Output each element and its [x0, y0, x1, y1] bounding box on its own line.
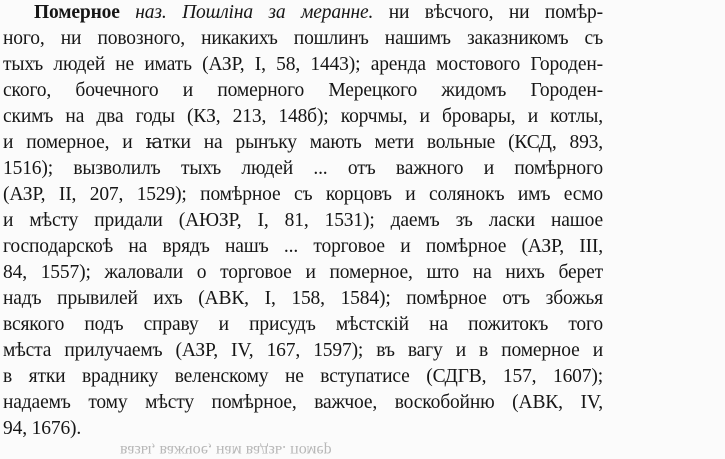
entry-line: в ятки враднику веленскому не вступатисе (СДГВ, 157, 1607); — [3, 366, 603, 387]
entry-line: скимъ на два годы (КЗ, 213, 148б); корчмы, и бровары, и котлы, — [3, 106, 603, 127]
headword: Померное — [34, 2, 120, 23]
entry-line: надъ прывилей ихъ (АВК, І, 158, 1584); помѣрное отъ збожья — [3, 288, 603, 309]
entry-line: тыхъ людей не имать (АЗР, І, 58, 1443); аренда мостового Городен- — [3, 54, 603, 75]
entry-line: (АЗР, ІІ, 207, 1529); помѣрное съ корцовъ и солянокъ имъ есмо — [3, 184, 603, 205]
entry-line-1 — [3, 0, 603, 26]
definition-gloss: Пошліна за меранне. — [182, 2, 374, 23]
entry-line-last: 94, 1676). — [3, 418, 82, 439]
entry-line: надаемъ тому мѣсту помѣрное, важчое, воскобойню (АВК, IV, — [3, 392, 603, 413]
entry-line: господарскоѣ на врядъ нашъ ... торговое и помѣрное (АЗР, ІІІ, — [3, 236, 603, 257]
entry-line: ского, бочечного и померного Мерецкого жидомъ Городен- — [3, 80, 603, 101]
entry-line: и мѣсту придали (АЮЗР, І, 81, 1531); даемъ зъ ласки нашое — [3, 210, 603, 231]
entry-line: и померное, и ꙗтки на рынъку мають мети вольные (КСД, 893, — [3, 132, 603, 153]
part-of-speech-abbreviation: наз. — [135, 2, 167, 23]
entry-line: 1516); вызволилъ тыхъ людей ... отъ важного и помѣрного — [3, 158, 603, 179]
bleed-through-text: вазы, важчое, нам вадзь. помер — [120, 442, 332, 459]
dictionary-entry — [3, 0, 603, 442]
entry-line: ного, ни повозного, никакихъ пошлинъ нашимъ заказникомъ съ — [3, 28, 603, 49]
entry-line: мѣста прилучаемъ (АЗР, IV, 167, 1597); въ вагу и в померное и — [3, 340, 603, 361]
citation-text: ни вѣсчого, ни помѣр- — [388, 2, 603, 23]
entry-line: 84, 1557); жаловали о торговое и померное, што на нихъ берет — [3, 262, 603, 283]
entry-line: всякого подъ справу и присудъ мѣстскій на пожитокъ того — [3, 314, 603, 335]
